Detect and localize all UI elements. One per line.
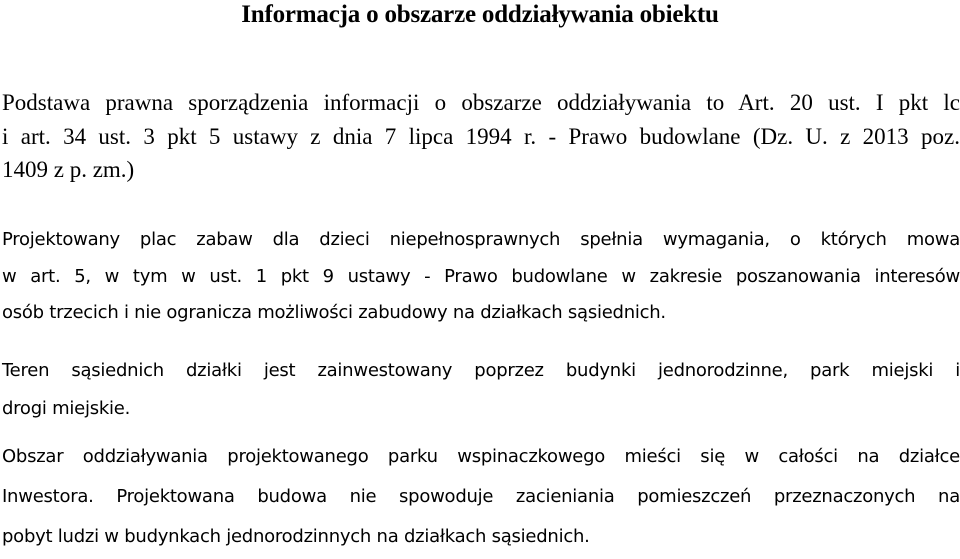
requirements-line-2: w art. 5, w tym w ust. 1 pkt 9 ustawy - Prawo budowlane w zakresie poszanowania interesów [2,265,960,287]
legal-basis-paragraph [2,86,960,187]
neighbourhood-line-2: drogi miejskie. [2,398,131,419]
impact-area-line-3: pobyt ludzi w budynkach jednorodzinnych na działkach sąsiednich. [2,526,590,547]
neighbourhood-line-1: Teren sąsiednich działki jest zainwestowany poprzez budynki jednorodzinne, park miejski i [2,360,960,381]
legal-basis-line-3: 1409 z p. zm.) [2,157,135,182]
impact-area-paragraph [2,437,960,557]
requirements-paragraph [2,222,960,332]
legal-basis-line-2: i art. 34 ust. 3 pkt 5 ustawy z dnia 7 lipca 1994 r. - Prawo budowlane (Dz. U. z 2013 poz. [2,123,960,149]
document-title: Informacja o obszarze oddziaływania obiektu [241,1,719,28]
requirements-line-1: Projektowany plac zabaw dla dzieci niepełnosprawnych spełnia wymagania, o których mowa [2,229,960,250]
neighbourhood-paragraph [2,352,960,428]
requirements-line-3: osób trzecich i nie ogranicza możliwości zabudowy na działkach sąsiednich. [2,302,666,323]
impact-area-line-1: Obszar oddziaływania projektowanego parku wspinaczkowego mieści się w całości na działce [2,446,960,467]
legal-basis-line-1: Podstawa prawna sporządzenia informacji o obszarze oddziaływania to Art. 20 ust. I pkt lc [2,90,960,115]
impact-area-line-2: Inwestora. Projektowana budowa nie spowoduje zacieniania pomieszczeń przeznaczonych na [2,486,960,507]
